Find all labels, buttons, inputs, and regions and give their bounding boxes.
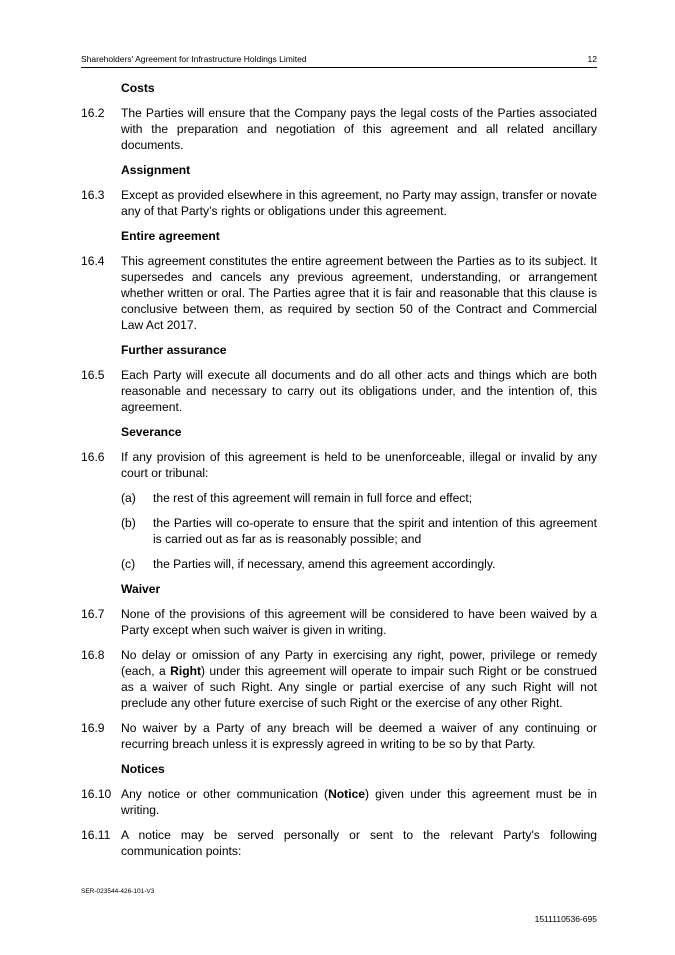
clause-16-9 xyxy=(81,720,597,752)
defined-term-notice: Notice xyxy=(328,787,366,801)
clause-number: 16.9 xyxy=(81,721,105,735)
clause-text: Except as provided elsewhere in this agreement, no Party may assign, transfer or novate any of that Party’s rights or obligations under this agreement. xyxy=(121,188,597,218)
clause-text-before: No delay or omission of any Party in exercising any right, power, privilege or remedy (each, a xyxy=(121,648,597,678)
section-heading-further-assurance: Further assurance xyxy=(121,343,227,357)
footer-document-id: 1511110536-695 xyxy=(534,914,597,924)
clause-text: This agreement constitutes the entire agreement between the Parties as to its subject. It supersedes and cancels any previous agreement, understanding, or arrangement whether written or oral. The Parties agree that it is fair and reasonable that this clause is conclusive between them, as required by section 50 of the Contract and Commercial Law Act 2017. xyxy=(121,254,597,332)
clause-number: 16.6 xyxy=(81,450,105,464)
clause-text: None of the provisions of this agreement will be considered to have been waived by a Party except when such waiver is given in writing. xyxy=(121,607,597,637)
header-rule xyxy=(81,67,597,68)
clause-number: 16.5 xyxy=(81,368,105,382)
clause-16-5 xyxy=(81,367,597,415)
clause-text xyxy=(121,647,597,711)
clause-number: 16.2 xyxy=(81,106,105,120)
clause-text: Each Party will execute all documents and do all other acts and things which are both reasonable and necessary to carry out its obligations under, and the intention of, this agreement. xyxy=(121,368,597,414)
clause-number: 16.7 xyxy=(81,607,105,621)
clause-number: 16.10 xyxy=(81,787,112,801)
clause-text-after: ) under this agreement will operate to impair such Right or be construed as a waiver of such Right. Any single or partial exercise of any such Right will not preclude any other future exercise of such Right or the exercise of any other Right. xyxy=(121,664,597,710)
subclause-label: (a) xyxy=(121,491,136,505)
subclause-label: (b) xyxy=(121,516,136,530)
clause-text-before: Any notice or other communication ( xyxy=(121,787,329,801)
clause-number: 16.4 xyxy=(81,254,105,268)
clause-text: If any provision of this agreement is held to be unenforceable, illegal or invalid by any court or tribunal: xyxy=(121,450,597,480)
clause-16-10 xyxy=(81,786,597,818)
section-heading-entire-agreement: Entire agreement xyxy=(121,229,220,243)
subclause-label: (c) xyxy=(121,557,136,571)
clause-16-2 xyxy=(81,105,597,153)
section-heading-costs: Costs xyxy=(121,81,155,95)
header-title: Shareholders' Agreement for Infrastructure Holdings Limited xyxy=(81,54,307,64)
subclause-text: the rest of this agreement will remain in full force and effect; xyxy=(153,491,473,505)
subclause-text: the Parties will co-operate to ensure that the spirit and intention of this agreement is carried out as far as is reasonably possible; and xyxy=(153,516,597,546)
document-body xyxy=(81,80,597,868)
section-heading-assignment: Assignment xyxy=(121,163,191,177)
clause-text: No waiver by a Party of any breach will be deemed a waiver of any continuing or recurring breach unless it is expressly agreed in writing to be so by that Party. xyxy=(121,721,597,751)
section-heading-severance: Severance xyxy=(121,425,182,439)
subclause-c xyxy=(121,556,597,572)
clause-16-8 xyxy=(81,647,597,711)
page-number: 12 xyxy=(587,54,597,64)
subclause-b xyxy=(121,515,597,547)
clause-number: 16.3 xyxy=(81,188,105,202)
clause-text-after: ) given under this agreement must be in writing. xyxy=(121,787,597,817)
subclause-text: the Parties will, if necessary, amend this agreement accordingly. xyxy=(153,557,496,571)
subclause-a xyxy=(121,490,597,506)
clause-text xyxy=(121,786,597,818)
section-heading-notices: Notices xyxy=(121,762,165,776)
clause-text: The Parties will ensure that the Company pays the legal costs of the Parties associated with the preparation and negotiation of this agreement and all related ancillary documents. xyxy=(121,106,597,152)
clause-number: 16.11 xyxy=(81,828,111,842)
clause-16-6 xyxy=(81,449,597,481)
defined-term-right: Right xyxy=(170,664,201,678)
section-heading-waiver: Waiver xyxy=(121,582,161,596)
clause-16-7 xyxy=(81,606,597,638)
clause-16-11 xyxy=(81,827,597,859)
clause-number: 16.8 xyxy=(81,648,105,662)
clause-text: A notice may be served personally or sent to the relevant Party's following communication points: xyxy=(121,828,597,858)
clause-16-4 xyxy=(81,253,597,333)
clause-16-3 xyxy=(81,187,597,219)
footer-reference: SER-023544-426-101-V3 xyxy=(81,888,155,895)
